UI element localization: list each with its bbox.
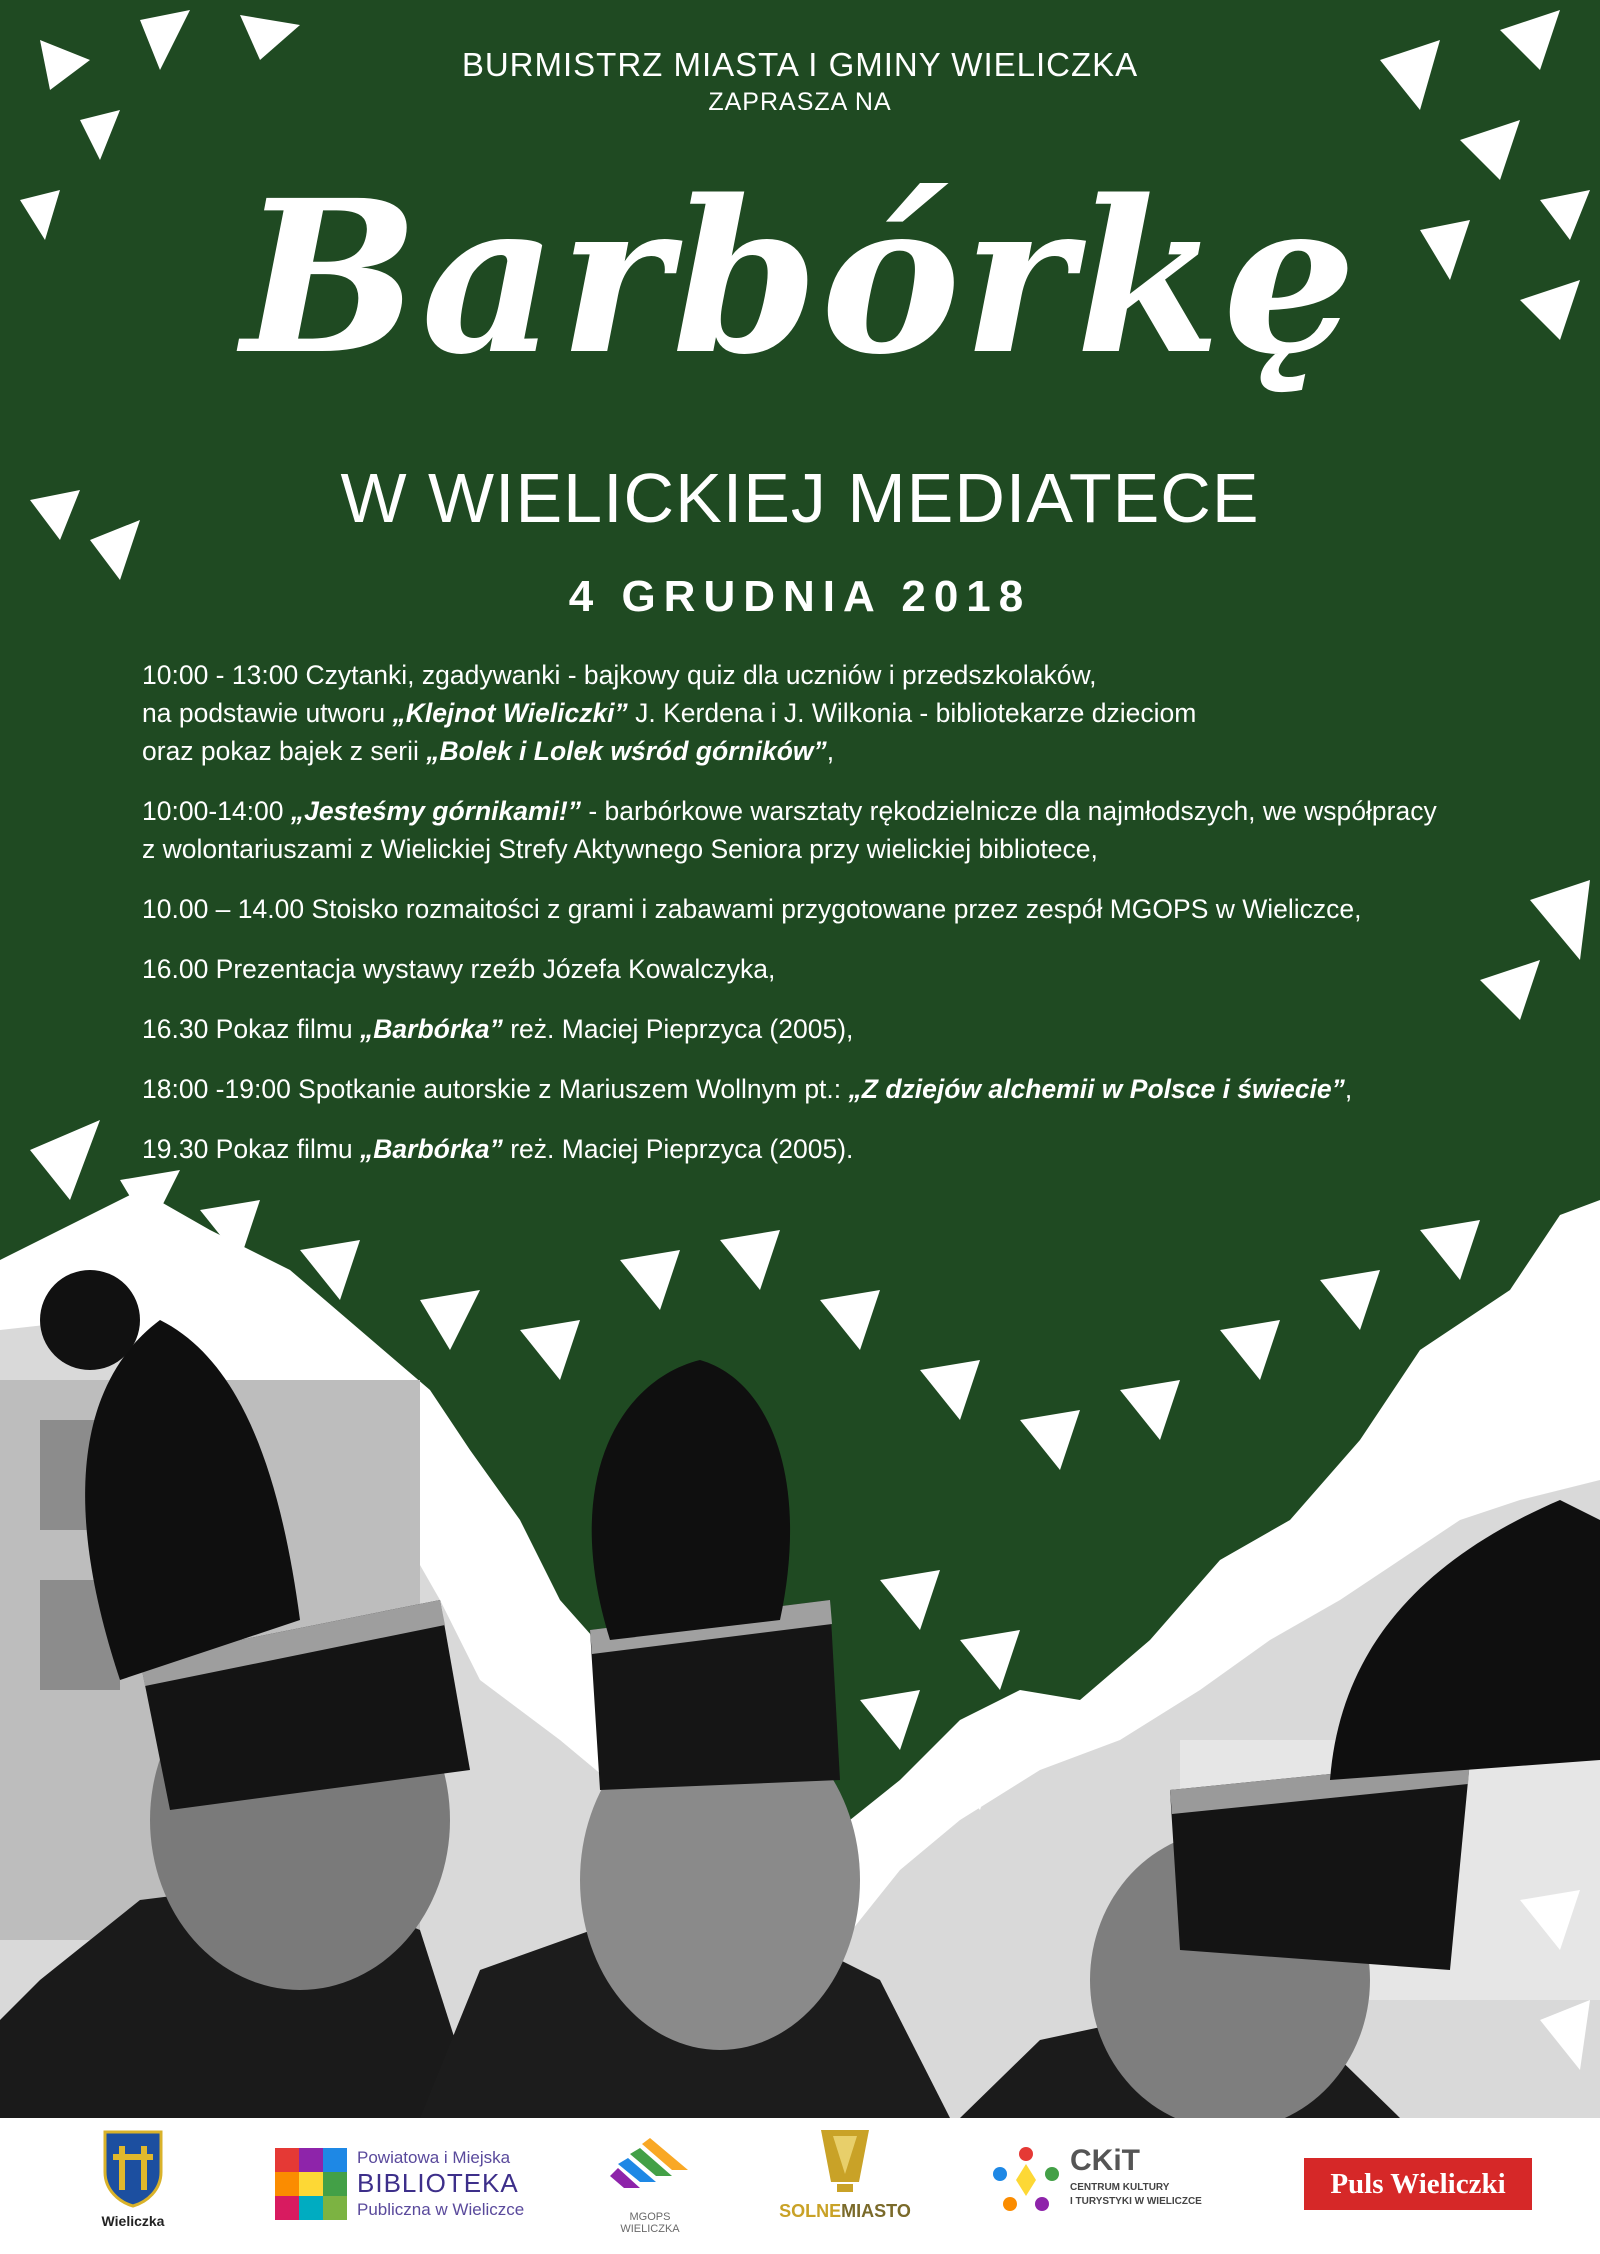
- program-item: [142, 950, 1562, 988]
- program-title-emphasis: „Barbórka”: [360, 1014, 503, 1044]
- program-line: 16.30 Pokaz filmu „Barbórka” reż. Maciej Pieprzyca (2005),: [142, 1014, 854, 1044]
- program-item: [142, 1070, 1562, 1108]
- main-title: Barbórkę: [241, 154, 1359, 401]
- program-item: [142, 890, 1562, 928]
- mgops-stripes-icon: [610, 2136, 690, 2206]
- program-item: [142, 1010, 1562, 1048]
- program-title-emphasis: „Barbórka”: [360, 1134, 503, 1164]
- invite-line: ZAPRASZA NA: [708, 88, 892, 116]
- subtitle: W WIELICKIEJ MEDIATECE: [340, 459, 1260, 537]
- ckit-title: CKiT: [1070, 2144, 1140, 2177]
- program-item: [142, 656, 1562, 770]
- library-mosaic-icon: [275, 2148, 347, 2220]
- solne-crown-icon: [815, 2126, 875, 2196]
- solne-text: SOLNE: [779, 2201, 842, 2221]
- program-title-emphasis: „Klejnot Wieliczki”: [392, 698, 628, 728]
- sponsor-footer: [0, 2118, 1600, 2254]
- ckit-line-2: I TURYSTYKI W WIELICZCE: [1070, 2196, 1202, 2207]
- wieliczka-crest-logo: [88, 2128, 178, 2229]
- mgops-caption: MGOPS WIELICZKA: [620, 2211, 680, 2235]
- program-line: z wolontariuszami z Wielickiej Strefy Aktywnego Seniora przy wielickiej bibliotece,: [142, 834, 1098, 864]
- program-title-emphasis: „Z dziejów alchemii w Polsce i świecie”: [848, 1074, 1345, 1104]
- ckit-people-icon: [990, 2144, 1062, 2216]
- program-line: 10.00 – 14.00 Stoisko rozmaitości z grami i zabawami przygotowane przez zespół MGOPS w Wieliczce,: [142, 894, 1362, 924]
- program-line: 10:00-14:00 „Jesteśmy górnikami!” - barbórkowe warsztaty rękodzielnicze dla najmłodszych, we współpracy: [142, 796, 1437, 826]
- program-list: [142, 656, 1562, 1190]
- library-logo: [275, 2148, 535, 2228]
- program-line: 19.30 Pokaz filmu „Barbórka” reż. Maciej Pieprzyca (2005).: [142, 1134, 854, 1164]
- wieliczka-caption: Wieliczka: [101, 2213, 165, 2229]
- program-title-emphasis: „Jesteśmy górnikami!”: [290, 796, 581, 826]
- program-item: [142, 1130, 1562, 1168]
- solne-miasto-logo: [770, 2126, 920, 2222]
- mgops-logo: [600, 2136, 700, 2235]
- miasto-text: MIASTO: [841, 2201, 911, 2221]
- ckit-line-1: CENTRUM KULTURY: [1070, 2182, 1170, 2193]
- program-line: 18:00 -19:00 Spotkanie autorskie z Mariuszem Wollnym pt.: „Z dziejów alchemii w Polsce i świecie”,: [142, 1074, 1353, 1104]
- program-line: oraz pokaz bajek z serii „Bolek i Lolek wśród górników”,: [142, 736, 835, 766]
- crest-icon: [101, 2128, 165, 2208]
- program-title-emphasis: „Bolek i Lolek wśród górników”: [426, 736, 827, 766]
- ckit-logo: [990, 2144, 1230, 2234]
- program-line: 10:00 - 13:00 Czytanki, zgadywanki - bajkowy quiz dla uczniów i przedszkolaków,: [142, 660, 1097, 690]
- program-line: 16.00 Prezentacja wystawy rzeźb Józefa Kowalczyka,: [142, 954, 776, 984]
- library-line-2: BIBLIOTEKA: [357, 2168, 519, 2198]
- program-line: na podstawie utworu „Klejnot Wieliczki” J. Kerdena i J. Wilkonia - bibliotekarze dzieciom: [142, 698, 1197, 728]
- library-line-3: Publiczna w Wieliczce: [357, 2200, 525, 2219]
- library-line-1: Powiatowa i Miejska: [357, 2148, 511, 2167]
- puls-wieliczki-logo: Puls Wieliczki: [1304, 2158, 1532, 2210]
- program-item: [142, 792, 1562, 868]
- organizer-line: BURMISTRZ MIASTA I GMINY WIELICZKA: [461, 46, 1139, 83]
- event-date: 4 GRUDNIA 2018: [568, 572, 1032, 621]
